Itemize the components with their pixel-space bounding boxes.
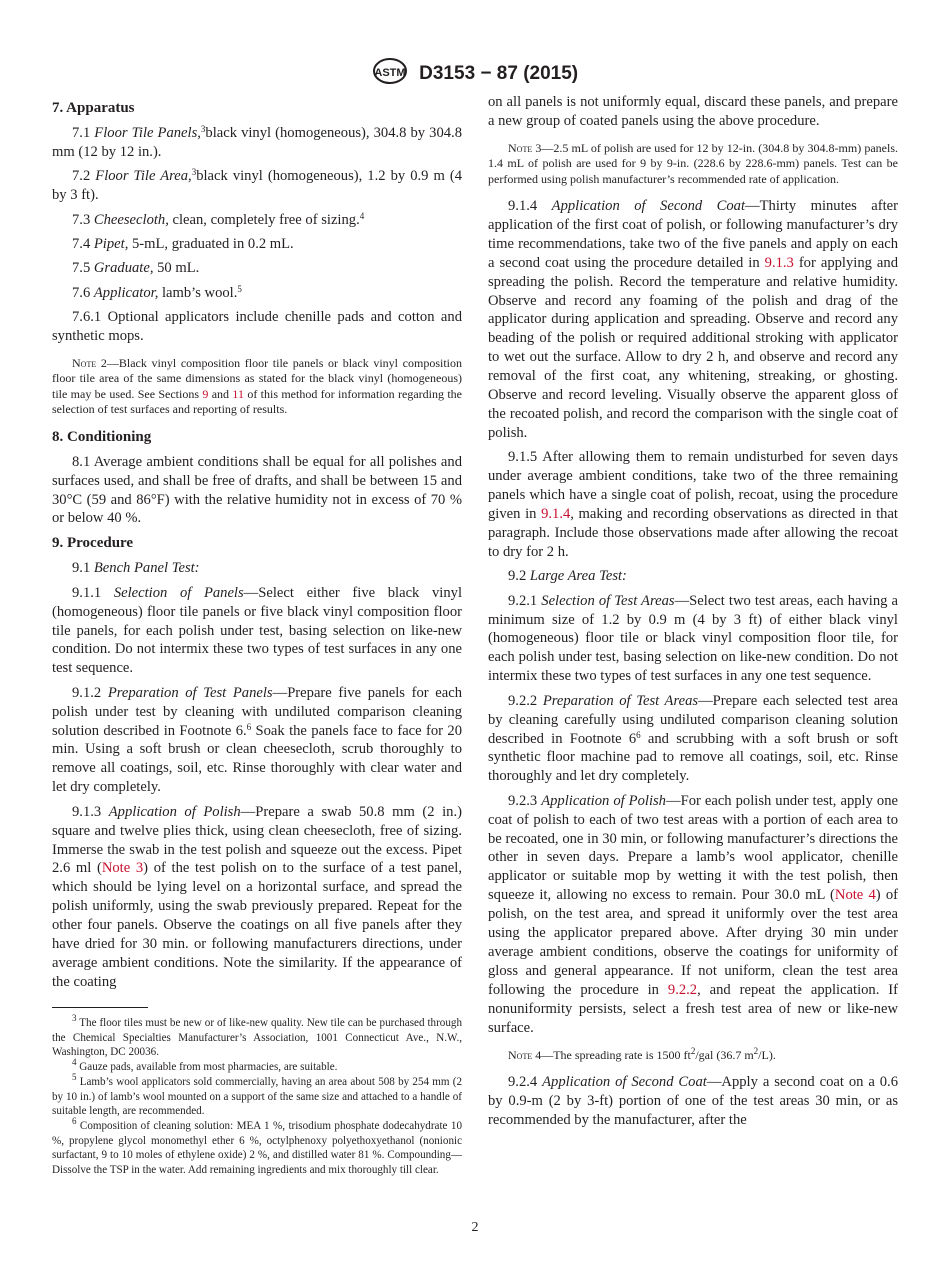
footnote-ref: 2	[690, 1045, 696, 1056]
italic-term: Application of Second Coat	[551, 198, 746, 215]
paragraph	[52, 584, 462, 679]
text: 9.2	[508, 568, 530, 585]
paragraph	[52, 235, 462, 254]
italic-term: Application of Polish	[541, 792, 666, 809]
paragraph	[52, 803, 462, 992]
text: 3—2.5 mL of polish are used for 12 by 12-in. (304.8 by 304.8-mm) panels. 1.4 mL of polish are used for 9 by 9-in. (228.6 by 228.6-mm) panels. Test can be performed using polish manufacturer’s recommended rate of application.	[488, 140, 898, 186]
paragraph	[52, 284, 462, 303]
footnote-text: Lamb’s wool applicators sold commercially, having an area about 508 by 254 mm (2 by 10 in.) of lamb’s wool mounted on a support of the same size and attached to a handle of suitable length, are recommended.	[52, 1075, 462, 1118]
text: —Prepare a swab 50.8 mm (2 in.) square and twelve plies thick, using clean cheesecloth, free of sizing. Immerse the swab in the test polish and squeeze out the excess. Pipet 2.6 ml (	[52, 803, 462, 877]
section-heading	[52, 428, 462, 447]
italic-term: Large Area Test:	[529, 568, 627, 585]
paragraph	[52, 211, 462, 230]
italic-term: Application of Polish	[108, 803, 241, 820]
italic-term: Cheesecloth,	[93, 211, 169, 228]
cross-reference-link[interactable]: 11	[232, 386, 244, 401]
text: —Select two test areas, each having a minimum size of 1.2 by 0.9 m (4 by 3 ft) of either black vinyl (homogeneous) floor tile or black vinyl composition floor tile, for each polish under test, basing selection on like-new condition. Do not intermix these two types of test surfaces in any one test sequence.	[488, 592, 898, 685]
text: 9.2.1	[508, 592, 542, 609]
text: 7.5	[72, 260, 94, 277]
cross-reference-link[interactable]: 9.1.4	[541, 506, 571, 523]
text: 5-mL, graduated in 0.2 mL.	[128, 236, 294, 253]
footnotes	[52, 1013, 462, 1178]
paragraph	[488, 792, 898, 1038]
paragraph	[52, 308, 462, 346]
text: 7.6.1 Optional applicators include chenille pads and cotton and synthetic mops.	[52, 309, 462, 345]
text: —For each polish under test, apply one coat of polish to each of two test areas with a portion of each area to be recoated, one in 30 min, or following manufacturer’s directions the other in seven days. Prepare a lamb’s wool applicator, chenille applicator or suitable mop by wetting it with the test polish, then squeeze it, allowing no excess to remain. Pour 30.0 mL (	[488, 792, 898, 904]
footnote	[52, 1115, 462, 1178]
text: 9.1.4	[508, 198, 552, 215]
italic-term: Selection of Test Areas	[541, 592, 675, 609]
note-label: Note	[508, 1047, 533, 1062]
text: 2—Black vinyl composition floor tile panels or black vinyl composition floor tile area of the same dimensions as stated for the black vinyl (homogeneous) tile may be used. See Sections	[52, 356, 462, 401]
footnote-text: Composition of cleaning solution: MEA 1 %, trisodium phosphate dodecahydrate 10 %, propylene glycol monomethyl ether 6 %, octylphenoxy polyethoxyethanol (nonionic surfactant, 9 to 10 moles of ethylene oxide) 2 %, and distilled water 81 %. Compounding—Dissolve the TSP in the water. Add remaining ingredients and mix thoroughly till clear.	[52, 1119, 462, 1177]
italic-term: Floor Tile Panels,	[94, 125, 201, 141]
italic-term: Selection of Panels	[113, 584, 244, 601]
footnote-ref: 3	[200, 124, 206, 134]
text: clean, completely free of sizing.	[168, 211, 360, 228]
text: ) of polish, on the test area, and spread it uniformly over the test area using the applicator prepared above. After drying 30 min under average ambient conditions, observe the coatings for uniformity of gloss and general appearance. If not uniform, clean the test area following the procedure in	[488, 887, 898, 998]
text: of this method for information regarding the selection of test surfaces and reporting of results.	[52, 386, 462, 417]
footnote-divider	[52, 1007, 148, 1008]
cross-reference-link[interactable]: Note 4	[834, 887, 876, 904]
page-number: 2	[471, 1220, 479, 1235]
text: lamb’s wool.	[158, 284, 238, 301]
text: 9.1	[72, 560, 94, 577]
paragraph	[488, 93, 898, 131]
footnote	[52, 1013, 462, 1060]
text: and	[208, 386, 233, 401]
text: black vinyl (homogeneous), 304.8 by 304.8 mm (12 by 12 in.).	[52, 125, 462, 160]
italic-term: Application of Second Coat	[542, 1073, 707, 1090]
paragraph	[52, 684, 462, 797]
text: 9.1.3	[72, 803, 109, 820]
paragraph	[52, 559, 462, 578]
footnote-number: 5	[72, 1071, 77, 1082]
footnote-text: Gauze pads, available from most pharmacies, are suitable.	[76, 1061, 338, 1074]
paragraph	[52, 259, 462, 278]
text: 9.1.1	[72, 584, 114, 601]
text: 9.1.2	[72, 684, 108, 701]
footnote-ref: 6	[636, 729, 641, 740]
paragraph	[488, 692, 898, 787]
footnote-number: 4	[72, 1057, 77, 1068]
text: /gal (36.7 m	[695, 1047, 754, 1062]
text: —Prepare five panels for each polish under test by cleaning with undiluted comparison cleaning solution described in Footnote 6.	[52, 684, 462, 739]
cross-reference-link[interactable]: 9	[202, 386, 209, 401]
text: Soak the panels face to face for 20 min. Using a soft brush or clean cheesecloth, scrub thoroughly to remove all coatings, soil, etc. Rinse thoroughly with clear water and let dry completely.	[52, 722, 462, 796]
footnote-ref: 4	[359, 210, 365, 221]
italic-term: Preparation of Test Areas	[542, 692, 699, 709]
footnote	[52, 1057, 462, 1075]
left-column	[52, 93, 462, 997]
note	[488, 1045, 898, 1063]
footnote-ref: 5	[237, 283, 242, 294]
text: 50 mL.	[153, 260, 200, 277]
page-header	[0, 56, 950, 92]
text: on all panels is not uniformly equal, discard these panels, and prepare a new group of coated panels using the above procedure.	[488, 94, 898, 129]
footnote-ref: 3	[191, 167, 197, 178]
note-label: Note	[508, 140, 533, 155]
italic-term: Applicator,	[93, 284, 159, 301]
text: , and repeat the application. If nonuniformity persists, select a fresh test area of new or like-new surface.	[488, 981, 898, 1036]
text: 9.2.3	[508, 792, 542, 809]
italic-term: Floor Tile Area,	[95, 168, 192, 185]
note	[52, 356, 462, 418]
note	[488, 141, 898, 187]
footnote	[52, 1071, 462, 1119]
cross-reference-link[interactable]: Note 3	[101, 860, 144, 877]
svg-text:ASTM: ASTM	[374, 67, 406, 79]
section-heading	[52, 99, 462, 118]
text: —Thirty minutes after application of the first coat of polish, or following manufacturer’s dry time recommendations, take two of the five panels and apply on each a second coat using the procedure detailed in	[488, 198, 898, 271]
italic-term: Pipet,	[93, 236, 129, 253]
text: —Prepare each selected test area by cleaning carefully using undiluted comparison cleaning solution described in Footnote 6	[488, 692, 898, 747]
italic-term: Bench Panel Test:	[93, 560, 200, 577]
footnote-ref: 6	[246, 721, 252, 732]
text: 7.2	[72, 168, 96, 185]
text: 7.4	[72, 236, 94, 253]
text: for applying and spreading the polish. Record the temperature and relative humidity. Observe and record any foaming of the polish and drag of the applicator during application and spreading. Observe and record any beading of the polish or required additional stroking with applicator to wet out the surface. Allow to dry 2 h, and observe and record any removal of the first coat, any whitening, streaking, or ghosting. Observe and record leveling. Visually observe the apparent gloss of the recoated polish, and record the comparison with the single coat of polish.	[488, 254, 898, 441]
text: 7.6	[72, 284, 94, 301]
text: 8.1 Average ambient conditions shall be equal for all polishes and surfaces used, and shall be free of drafts, and shall be between 15 and 30°C (59 and 86°F) with the relative humidity not in excess of 70 % or below 40 %.	[52, 453, 462, 527]
paragraph	[488, 197, 898, 443]
text: , making and recording observations as directed in that paragraph. Include those observations made after allowing the recoat to dry for 2 h.	[488, 506, 898, 560]
text: —Select either five black vinyl (homogeneous) floor tile panels or five black vinyl composition floor tile panels, for each polish under test, basing selection on like-new condition. Do not intermix these two types of test surfaces in any one test sequence.	[52, 584, 462, 677]
text: 7.1	[72, 125, 95, 141]
footnote-number: 6	[72, 1115, 77, 1126]
italic-term: Graduate,	[93, 260, 154, 277]
footnote-text: The floor tiles must be new or of like-new quality. New tile can be purchased through the Chemical Specialties Manufacturer’s Association, 1001 Connecticut Ave., N.W., Washington, DC 20036.	[52, 1017, 462, 1059]
text: black vinyl (homogeneous), 1.2 by 0.9 m (4 by 3 ft).	[52, 168, 462, 204]
text: and scrubbing with a soft brush or soft synthetic floor machine pad to remove all coatings, soil, etc. Rinse thoroughly and let dry completely.	[488, 730, 898, 785]
astm-logo-icon	[372, 56, 408, 92]
footnote-number: 3	[72, 1013, 77, 1023]
paragraph	[488, 448, 898, 561]
text: 9.2.4	[508, 1073, 543, 1090]
text: /L).	[758, 1047, 776, 1062]
cross-reference-link[interactable]: 9.2.2	[667, 981, 698, 998]
paragraph	[52, 124, 462, 162]
paragraph	[52, 167, 462, 205]
text: 9.2.2	[508, 692, 543, 709]
text: 9.1.5 After allowing them to remain undisturbed for seven days under average ambient conditions, take two of the three remaining panels which have a single coat of polish, recoat, using the procedure given in	[488, 449, 898, 523]
text: 9. Procedure	[52, 535, 134, 552]
text: ) of the test polish on to the surface of a test panel, which should be lying level on a horizontal surface, and spread the polish uniformly, using the swab previously prepared. Repeat for the other four panels. Observe the coatings on all five panels after they have dried for 30 min. or following manufacturers directions, under average ambient conditions. Note the similarity. If the appearance of the coating	[52, 860, 462, 990]
paragraph	[52, 453, 462, 529]
paragraph	[488, 592, 898, 687]
cross-reference-link[interactable]: 9.1.3	[764, 254, 794, 271]
text: 8. Conditioning	[52, 428, 152, 445]
text: 7.3	[72, 211, 94, 228]
text: 4—The spreading rate is 1500 ft	[532, 1047, 691, 1062]
italic-term: Preparation of Test Panels	[107, 684, 273, 701]
section-heading	[52, 534, 462, 553]
paragraph	[488, 567, 898, 586]
paragraph	[488, 1073, 898, 1130]
text: 7. Apparatus	[52, 100, 135, 116]
document-designation: D3153 − 87 (2015)	[419, 63, 579, 84]
note-label: Note	[72, 356, 97, 371]
text: —Apply a second coat on a 0.6 by 0.9-m (2 by 3-ft) portion of one of the test areas 30 min, or as recommended by the manufacturer, after the	[488, 1073, 899, 1128]
footnote-ref: 2	[753, 1045, 759, 1056]
right-column	[488, 93, 898, 1135]
